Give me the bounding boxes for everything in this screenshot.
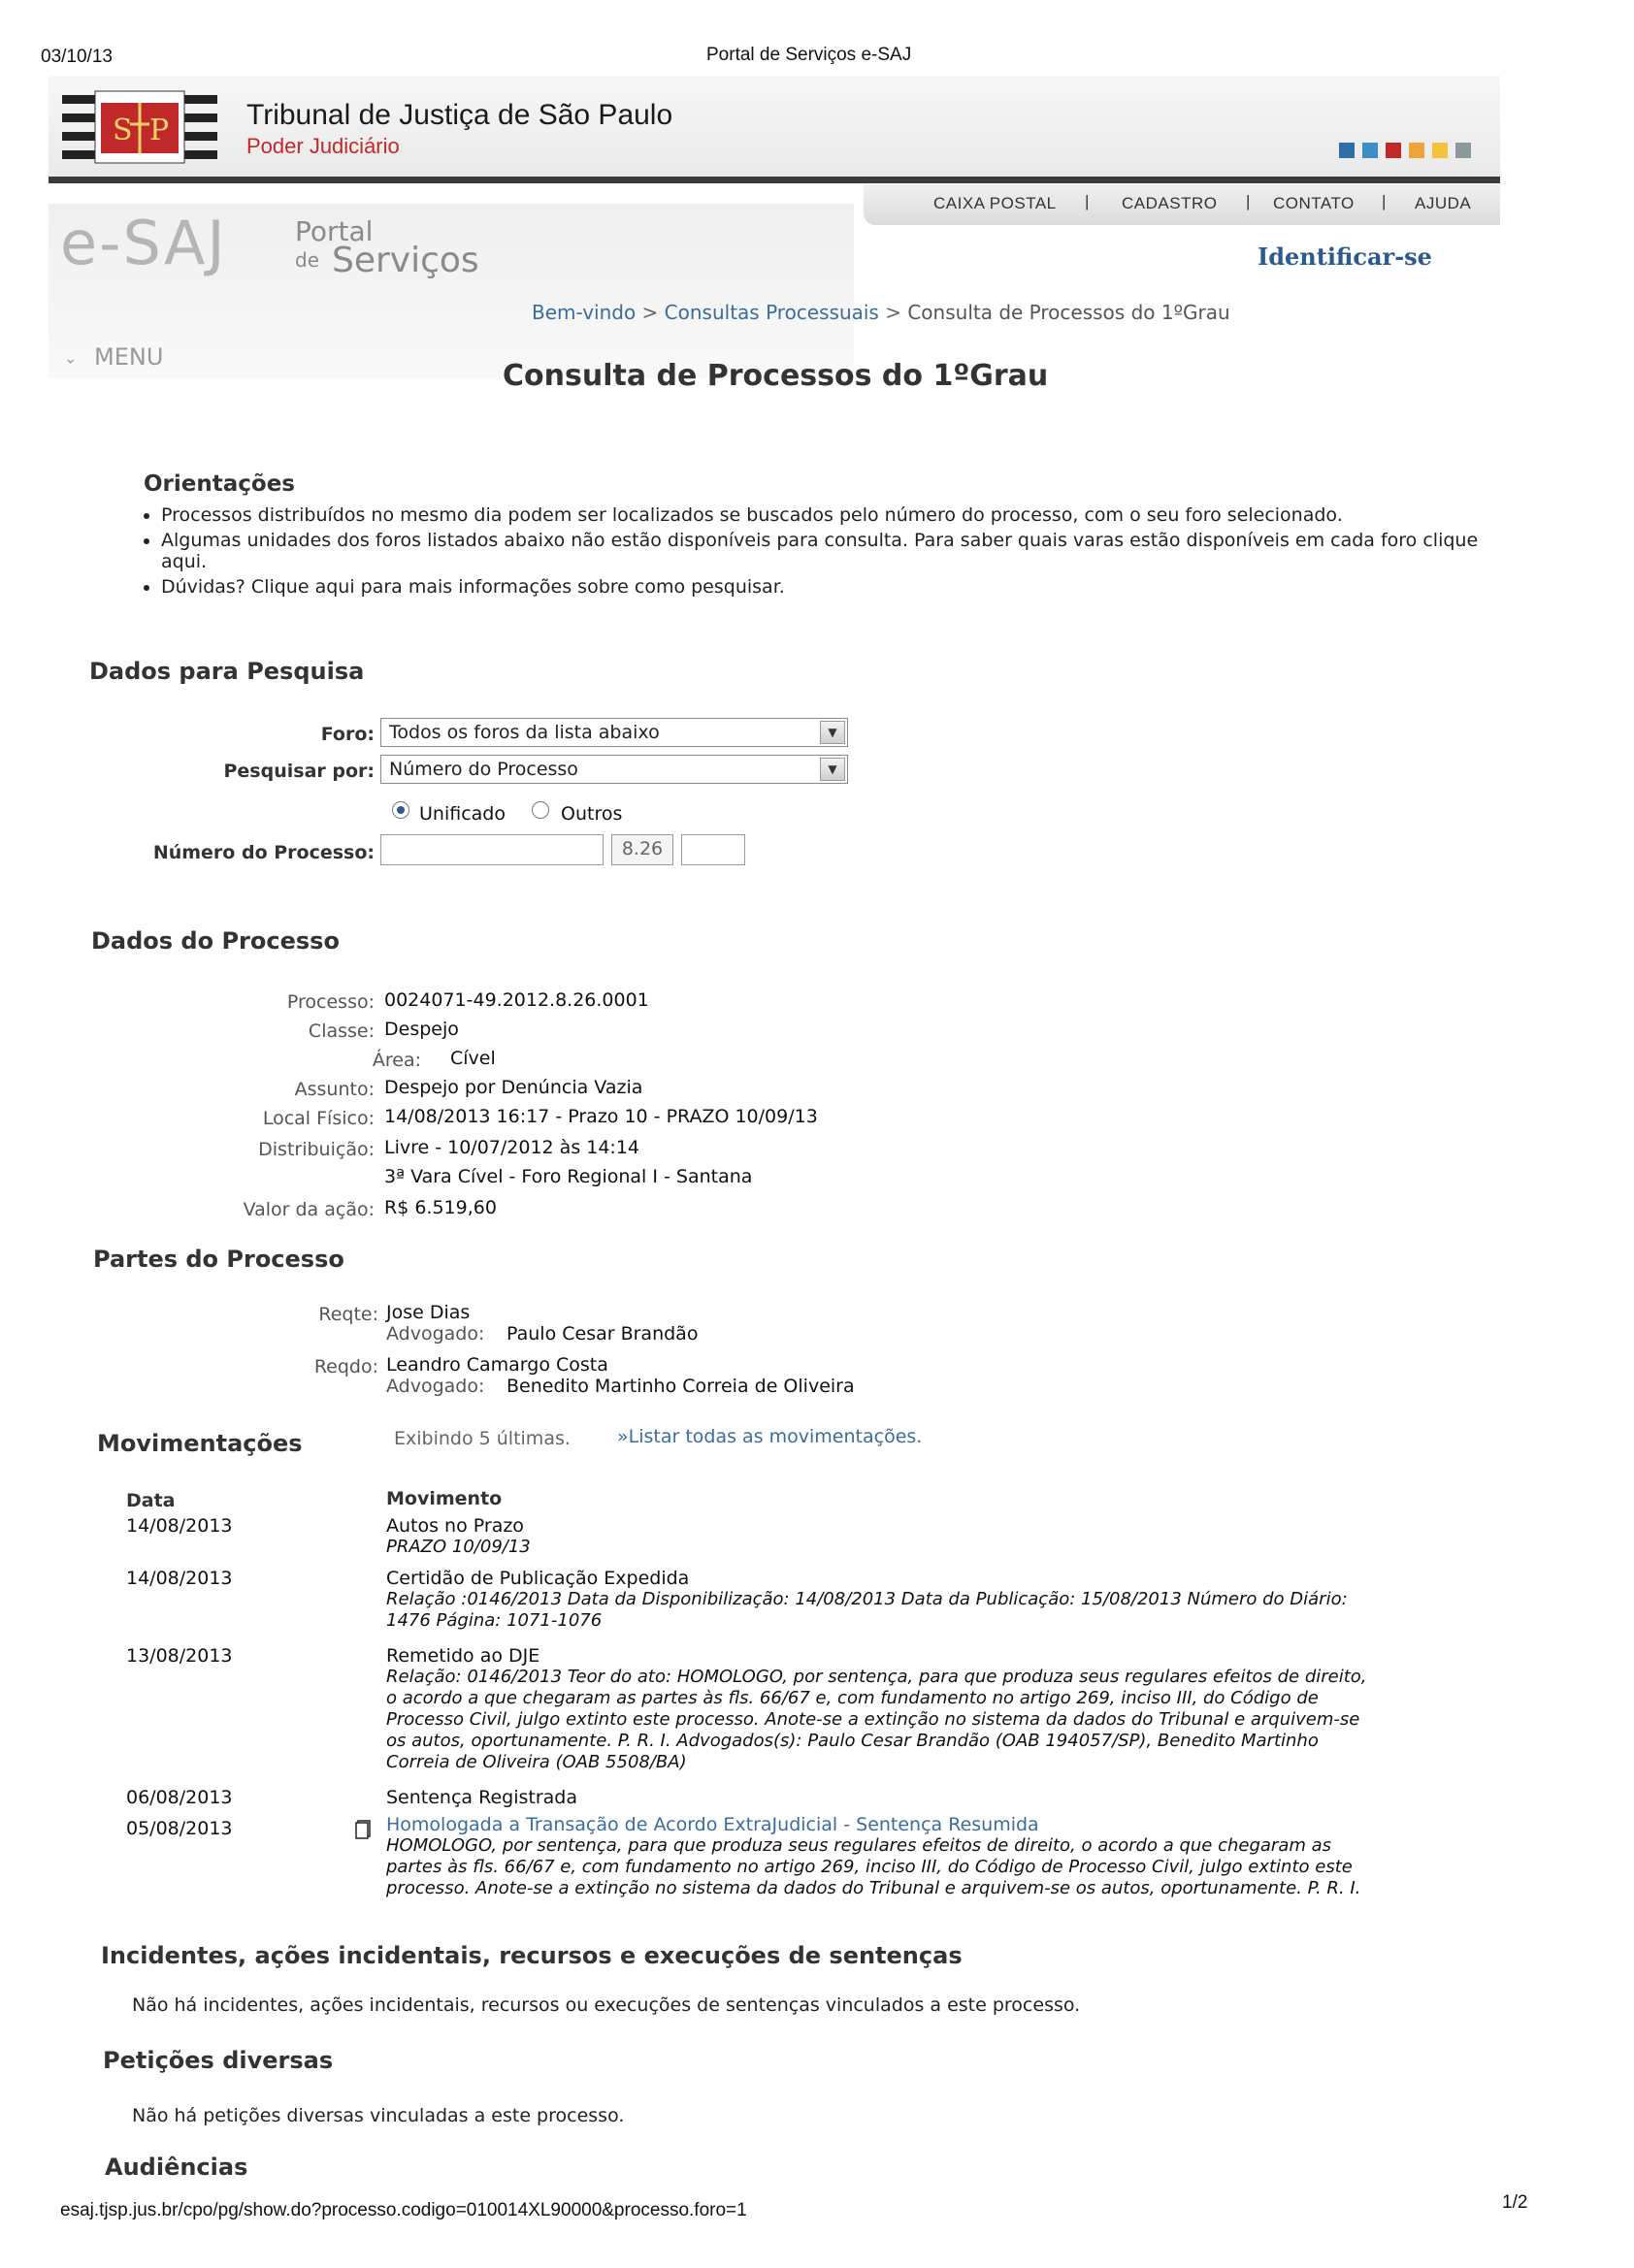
print-url: esaj.tjsp.jus.br/cpo/pg/show.do?processo.codigo=010014XL90000&processo.foro=1	[60, 2200, 747, 2220]
processo-label: Distribuição:	[258, 1139, 375, 1160]
movimento-detail-line: o acordo a que chegaram as partes às fls. 66/67 e, com fundamento no artigo 269, inciso III, do Código de	[386, 1688, 1319, 1708]
pesquisar-por-label: Pesquisar por:	[223, 761, 375, 782]
numero-segment-justice: 8.26	[611, 834, 673, 865]
color-square	[1409, 143, 1424, 158]
court-branch: Poder Judiciário	[246, 134, 400, 158]
reqdo-name: Leandro Camargo Costa	[386, 1354, 608, 1376]
reqte-adv: Paulo Cesar Brandão	[507, 1323, 699, 1345]
list-item: • Dúvidas? Clique aqui para mais informações sobre como pesquisar.	[161, 576, 1500, 598]
numero-processo-label: Número do Processo:	[152, 842, 375, 863]
processo-value: Despejo	[384, 1019, 459, 1040]
breadcrumb-sep: >	[885, 301, 901, 324]
print-page-number: 1/2	[1502, 2192, 1528, 2213]
processo-value: Despejo por Denúncia Vazia	[384, 1077, 643, 1098]
list-all-movimentacoes-link[interactable]: »Listar todas as movimentações.	[617, 1426, 923, 1447]
foro-value: Todos os foros da lista abaixo	[389, 722, 660, 743]
processo-value: Livre - 10/07/2012 às 14:14	[384, 1137, 640, 1158]
movimento-title: Sentença Registrada	[386, 1787, 577, 1808]
color-square	[1386, 143, 1401, 158]
color-square	[1339, 143, 1355, 158]
audiencias-title: Audiências	[105, 2154, 248, 2181]
movimento-detail-line: PRAZO 10/09/13	[386, 1537, 531, 1557]
processo-title: Dados do Processo	[91, 927, 340, 955]
breadcrumb-current: Consulta de Processos do 1ºGrau	[907, 301, 1230, 324]
radio-unificado[interactable]	[392, 801, 409, 819]
nav-cadastro[interactable]: CADASTRO	[1122, 194, 1218, 212]
processo-label: Classe:	[308, 1021, 375, 1042]
processo-label: Processo:	[286, 991, 375, 1013]
movimento-detail-line: 1476 Página: 1071-1076	[386, 1610, 603, 1631]
radio-outros[interactable]	[532, 801, 549, 819]
portal-servicos-label: Serviços	[332, 241, 479, 280]
breadcrumb-home[interactable]: Bem-vindo	[532, 301, 637, 324]
menu-label: MENU	[94, 343, 164, 371]
menu-button[interactable]	[64, 343, 163, 371]
list-item: • Processos distribuídos no mesmo dia podem ser localizados se buscados pelo número do processo, com o seu foro selecionado.	[161, 504, 1500, 526]
movimento-date: 13/08/2013	[126, 1645, 233, 1667]
numero-processo-input[interactable]	[380, 834, 604, 865]
nav-contato[interactable]: CONTATO	[1273, 194, 1355, 212]
processo-value: R$ 6.519,60	[384, 1197, 497, 1218]
col-movimento-header: Movimento	[386, 1488, 503, 1509]
radio-outros-label: Outros	[561, 803, 623, 825]
reqte-adv-label: Advogado:	[386, 1323, 485, 1345]
movimento-title[interactable]: Homologada a Transação de Acordo ExtraJudicial - Sentença Resumida	[386, 1814, 1039, 1835]
portal-label: Portal	[295, 215, 374, 247]
processo-label: Área:	[372, 1050, 421, 1071]
pesquisar-por-select[interactable]	[380, 755, 848, 784]
chevron-down-icon: ⌄	[64, 348, 78, 368]
incidentes-text: Não há incidentes, ações incidentais, recursos ou execuções de sentenças vinculados a este processo.	[132, 1994, 1081, 2016]
nav-separator: |	[1085, 192, 1090, 211]
movimento-title: Certidão de Publicação Expedida	[386, 1568, 690, 1589]
movimento-date: 06/08/2013	[126, 1787, 233, 1808]
orientacoes-title: Orientações	[144, 471, 295, 497]
nav-ajuda[interactable]: AJUDA	[1415, 194, 1472, 212]
identify-link[interactable]: Identificar-se	[1258, 243, 1432, 271]
svg-text:P: P	[149, 113, 170, 147]
court-name: Tribunal de Justiça de São Paulo	[246, 99, 673, 131]
print-page-title: Portal de Serviços e-SAJ	[706, 45, 912, 65]
color-square	[1455, 143, 1471, 158]
breadcrumb	[532, 301, 1230, 324]
processo-label: Local Físico:	[262, 1108, 375, 1129]
color-square	[1432, 143, 1448, 158]
page-title: Consulta de Processos do 1ºGrau	[503, 359, 1049, 393]
pesquisa-title: Dados para Pesquisa	[89, 658, 365, 685]
esaj-logo: e-SAJ	[60, 208, 227, 278]
radio-unificado-label: Unificado	[419, 803, 506, 825]
chevron-down-icon: ▼	[820, 758, 845, 781]
print-date: 03/10/13	[41, 47, 113, 67]
peticoes-title: Petições diversas	[103, 2047, 334, 2074]
reqdo-label: Reqdo:	[313, 1356, 378, 1377]
movimento-detail-line: os autos, oportunamente. P. R. I. Advogados(s): Paulo Cesar Brandão (OAB 194057/SP), Benedito Martinho	[386, 1731, 1319, 1751]
list-item: • Algumas unidades dos foros listados abaixo não estão disponíveis para consulta. Para saber quais varas estão disponíveis em cada foro clique aqui.	[161, 530, 1500, 572]
incidentes-title: Incidentes, ações incidentais, recursos e execuções de sentenças	[101, 1942, 963, 1969]
tjsp-emblem-icon	[62, 89, 217, 165]
processo-value: 14/08/2013 16:17 - Prazo 10 - PRAZO 10/09/13	[384, 1106, 818, 1127]
pesquisar-por-value: Número do Processo	[389, 759, 578, 780]
nav-separator: |	[1382, 192, 1387, 211]
document-icon[interactable]	[355, 1820, 371, 1839]
processo-value: 0024071-49.2012.8.26.0001	[384, 989, 649, 1011]
reqdo-adv-label: Advogado:	[386, 1376, 485, 1397]
numero-foro-input[interactable]	[681, 834, 745, 865]
header-divider	[49, 177, 1500, 183]
movimento-detail-line: Processo Civil, julgo extinto este processo. Anote-se a extinção no sistema da dados do Tribunal e arquivem-se	[386, 1709, 1360, 1730]
reqte-name: Jose Dias	[386, 1302, 471, 1323]
movimento-detail-line: Correia de Oliveira (OAB 5508/BA)	[386, 1752, 687, 1772]
foro-label: Foro:	[320, 724, 375, 745]
processo-value: Cível	[450, 1048, 496, 1069]
movimentacoes-title: Movimentações	[97, 1430, 303, 1457]
portal-de-label: de	[295, 248, 319, 272]
processo-value: 3ª Vara Cível - Foro Regional I - Santana	[384, 1166, 753, 1187]
movimento-detail-line: HOMOLOGO, por sentença, para que produza seus regulares efeitos de direito, o acordo a que chegaram as	[386, 1835, 1332, 1856]
movimento-detail-line: Relação :0146/2013 Data da Disponibilização: 14/08/2013 Data da Publicação: 15/08/2013 Número do Diário:	[386, 1589, 1348, 1609]
movimento-date: 14/08/2013	[126, 1568, 233, 1589]
reqdo-adv: Benedito Martinho Correia de Oliveira	[507, 1376, 855, 1397]
nav-separator: |	[1246, 192, 1251, 211]
nav-caixa-postal[interactable]: CAIXA POSTAL	[933, 194, 1057, 212]
foro-select[interactable]	[380, 718, 848, 747]
orientacoes-list	[122, 504, 1500, 598]
movimentacoes-showing: Exibindo 5 últimas.	[394, 1428, 571, 1449]
peticoes-text: Não há petições diversas vinculadas a este processo.	[132, 2105, 625, 2126]
movimento-detail-line: processo. Anote-se a extinção no sistema da dados do Tribunal e arquivem-se os autos, oportunamente. P. R. I.	[386, 1878, 1361, 1898]
breadcrumb-sep: >	[641, 301, 659, 324]
svg-text:S: S	[113, 113, 133, 147]
partes-title: Partes do Processo	[93, 1246, 344, 1273]
movimento-date: 14/08/2013	[126, 1515, 233, 1537]
movimento-date: 05/08/2013	[126, 1818, 233, 1839]
processo-label: Assunto:	[294, 1079, 375, 1100]
movimento-detail-line: Relação: 0146/2013 Teor do ato: HOMOLOGO, por sentença, para que produza seus regulares efeitos de direito,	[386, 1667, 1367, 1687]
breadcrumb-consultas[interactable]: Consultas Processuais	[664, 301, 879, 324]
color-square	[1362, 143, 1378, 158]
reqte-label: Reqte:	[318, 1304, 378, 1325]
processo-label: Valor da ação:	[243, 1199, 375, 1220]
col-data-header: Data	[126, 1490, 176, 1511]
movimento-detail-line: partes às fls. 66/67 e, com fundamento no artigo 269, inciso III, do Código de Processo Civil, julgo extinto este	[386, 1857, 1353, 1877]
movimento-title: Remetido ao DJE	[386, 1645, 540, 1667]
chevron-down-icon: ▼	[820, 721, 845, 744]
movimento-title: Autos no Prazo	[386, 1515, 524, 1537]
